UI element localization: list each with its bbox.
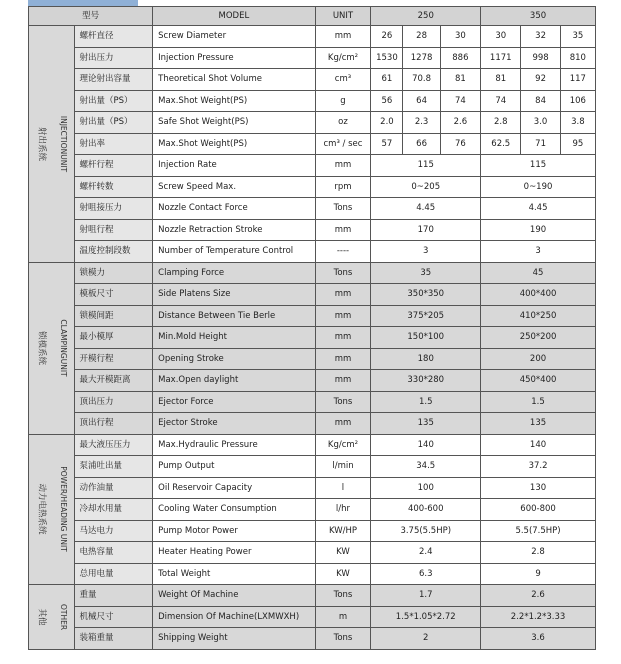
row-label-en: Oil Reservoir Capacity: [153, 477, 315, 499]
row-label-en: Nozzle Contact Force: [153, 198, 315, 220]
value-250: 330*280: [371, 370, 481, 392]
row-label-zh: 电热容量: [74, 542, 153, 564]
spec-row: [29, 198, 596, 220]
row-unit: Tons: [315, 198, 371, 220]
row-label-zh: 顶出行程: [74, 413, 153, 435]
row-unit: KW: [315, 542, 371, 564]
value-250: 66: [403, 133, 440, 155]
header-model-350: 350: [481, 7, 596, 26]
value-350: 3.8: [560, 112, 595, 134]
row-unit: mm: [315, 219, 371, 241]
group-label-zh-text: 锁模系统: [36, 330, 47, 366]
value-250: 81: [440, 69, 480, 91]
spec-row: [29, 262, 596, 284]
value-250: 135: [371, 413, 481, 435]
spec-row: [29, 69, 596, 91]
spec-row: [29, 520, 596, 542]
spec-row: [29, 219, 596, 241]
group-label-zh: [29, 434, 54, 585]
row-label-zh: 锁模间距: [74, 305, 153, 327]
row-label-en: Injection Pressure: [153, 47, 315, 69]
group-label-en: [53, 26, 74, 263]
row-label-zh: 动作油量: [74, 477, 153, 499]
spec-table: [28, 6, 596, 650]
row-unit: Kg/cm²: [315, 434, 371, 456]
row-label-zh: 射出压力: [74, 47, 153, 69]
spec-row: [29, 155, 596, 177]
row-label-zh: 最大液压压力: [74, 434, 153, 456]
value-350: 130: [481, 477, 596, 499]
row-unit: rpm: [315, 176, 371, 198]
value-250: 30: [440, 26, 480, 48]
value-250: 2: [371, 628, 481, 650]
row-label-zh: 机械尺寸: [74, 606, 153, 628]
row-unit: oz: [315, 112, 371, 134]
value-350: 3: [481, 241, 596, 263]
value-350: 810: [560, 47, 595, 69]
header-model-en: MODEL: [153, 7, 315, 26]
value-250: 1.5: [371, 391, 481, 413]
value-250: 56: [371, 90, 403, 112]
value-350: 9: [481, 563, 596, 585]
value-350: 2.8: [481, 542, 596, 564]
spec-row: [29, 327, 596, 349]
row-label-en: Shipping Weight: [153, 628, 315, 650]
value-250: 1530: [371, 47, 403, 69]
row-label-zh: 理论射出容量: [74, 69, 153, 91]
value-350: 250*200: [481, 327, 596, 349]
value-350: 5.5(7.5HP): [481, 520, 596, 542]
row-label-en: Distance Between Tie Berle: [153, 305, 315, 327]
value-350: 135: [481, 413, 596, 435]
row-label-en: Theoretical Shot Volume: [153, 69, 315, 91]
row-unit: KW: [315, 563, 371, 585]
value-350: 95: [560, 133, 595, 155]
row-unit: mm: [315, 413, 371, 435]
value-250: 2.4: [371, 542, 481, 564]
row-label-zh: 开模行程: [74, 348, 153, 370]
row-label-en: Dimension Of Machine(LXMWXH): [153, 606, 315, 628]
spec-row: [29, 563, 596, 585]
value-350: 71: [521, 133, 560, 155]
value-350: 400*400: [481, 284, 596, 306]
row-label-en: Total Weight: [153, 563, 315, 585]
spec-row: [29, 284, 596, 306]
value-250: 61: [371, 69, 403, 91]
value-350: 35: [560, 26, 595, 48]
row-label-en: Max.Hydraulic Pressure: [153, 434, 315, 456]
row-label-en: Ejector Force: [153, 391, 315, 413]
row-unit: Kg/cm²: [315, 47, 371, 69]
value-350: 81: [481, 69, 521, 91]
value-350: 115: [481, 155, 596, 177]
row-unit: m: [315, 606, 371, 628]
value-250: 2.3: [403, 112, 440, 134]
group-label-en: [53, 434, 74, 585]
value-350: 1.5: [481, 391, 596, 413]
value-350: 200: [481, 348, 596, 370]
row-label-zh: 温度控制段数: [74, 241, 153, 263]
spec-row: [29, 413, 596, 435]
spec-row: [29, 477, 596, 499]
row-label-en: Max.Shot Weight(PS): [153, 133, 315, 155]
row-unit: mm: [315, 155, 371, 177]
value-350: 37.2: [481, 456, 596, 478]
value-250: 350*350: [371, 284, 481, 306]
value-250: 34.5: [371, 456, 481, 478]
value-250: 2.6: [440, 112, 480, 134]
row-label-zh: 射出率: [74, 133, 153, 155]
group-label-zh-text: 射出系统: [36, 126, 47, 161]
value-350: 410*250: [481, 305, 596, 327]
row-unit: mm: [315, 26, 371, 48]
header-row: [29, 7, 596, 26]
row-label-zh: 顶出压力: [74, 391, 153, 413]
value-250: 2.0: [371, 112, 403, 134]
value-350: 106: [560, 90, 595, 112]
row-label-en: Min.Mold Height: [153, 327, 315, 349]
row-label-en: Heater Heating Power: [153, 542, 315, 564]
row-unit: l: [315, 477, 371, 499]
row-label-zh: 马达电力: [74, 520, 153, 542]
row-unit: l/hr: [315, 499, 371, 521]
spec-row: [29, 434, 596, 456]
value-350: 30: [481, 26, 521, 48]
value-250: 115: [371, 155, 481, 177]
group-label-en: [53, 262, 74, 434]
value-350: 2.6: [481, 585, 596, 607]
value-350: 2.8: [481, 112, 521, 134]
row-unit: cm³: [315, 69, 371, 91]
row-label-zh: 最小模厚: [74, 327, 153, 349]
value-250: 4.45: [371, 198, 481, 220]
row-label-zh: 螺杆行程: [74, 155, 153, 177]
row-unit: Tons: [315, 391, 371, 413]
row-label-zh: 总用电量: [74, 563, 153, 585]
row-label-en: Cooling Water Consumption: [153, 499, 315, 521]
group-label-zh: [29, 585, 54, 650]
row-label-en: Screw Speed Max.: [153, 176, 315, 198]
row-label-zh: 射咀行程: [74, 219, 153, 241]
row-label-en: Pump Motor Power: [153, 520, 315, 542]
value-250: 170: [371, 219, 481, 241]
row-label-zh: 模板尺寸: [74, 284, 153, 306]
value-250: 180: [371, 348, 481, 370]
row-label-zh: 冷却水用量: [74, 499, 153, 521]
value-350: 140: [481, 434, 596, 456]
row-unit: mm: [315, 370, 371, 392]
value-350: 117: [560, 69, 595, 91]
group-label-zh-text: 其他: [36, 608, 47, 626]
row-unit: mm: [315, 284, 371, 306]
value-250: 375*205: [371, 305, 481, 327]
spec-row: [29, 305, 596, 327]
value-350: 3.0: [521, 112, 560, 134]
value-350: 92: [521, 69, 560, 91]
value-250: 28: [403, 26, 440, 48]
spec-row: [29, 348, 596, 370]
row-unit: cm³ / sec: [315, 133, 371, 155]
row-label-en: Clamping Force: [153, 262, 315, 284]
group-label-en: [53, 585, 74, 650]
value-250: 886: [440, 47, 480, 69]
row-label-zh: 最大开模距离: [74, 370, 153, 392]
value-350: 62.5: [481, 133, 521, 155]
value-350: 450*400: [481, 370, 596, 392]
value-250: 1.7: [371, 585, 481, 607]
spec-row: [29, 26, 596, 48]
group-label-en-text: POWER/HEADING UNIT: [59, 466, 69, 553]
value-350: 998: [521, 47, 560, 69]
value-350: 3.6: [481, 628, 596, 650]
row-label-en: Injection Rate: [153, 155, 315, 177]
row-label-zh: 锁模力: [74, 262, 153, 284]
spec-row: [29, 606, 596, 628]
row-label-en: Screw Diameter: [153, 26, 315, 48]
value-250: 0~205: [371, 176, 481, 198]
header-model-250: 250: [371, 7, 481, 26]
row-label-en: Nozzle Retraction Stroke: [153, 219, 315, 241]
spec-row: [29, 391, 596, 413]
row-label-zh: 重量: [74, 585, 153, 607]
group-label-zh: [29, 26, 54, 263]
value-250: 3.75(5.5HP): [371, 520, 481, 542]
row-label-en: Ejector Stroke: [153, 413, 315, 435]
row-unit: mm: [315, 348, 371, 370]
spec-row: [29, 370, 596, 392]
row-label-zh: 螺杆转数: [74, 176, 153, 198]
value-250: 74: [440, 90, 480, 112]
row-label-zh: 螺杆直径: [74, 26, 153, 48]
value-350: 4.45: [481, 198, 596, 220]
value-350: 190: [481, 219, 596, 241]
row-label-zh: 射出量（PS）: [74, 90, 153, 112]
header-model-zh: 型号: [29, 7, 153, 26]
spec-row: [29, 542, 596, 564]
value-250: 35: [371, 262, 481, 284]
value-350: 32: [521, 26, 560, 48]
value-250: 6.3: [371, 563, 481, 585]
group-label-zh: [29, 262, 54, 434]
row-unit: Tons: [315, 628, 371, 650]
value-250: 1278: [403, 47, 440, 69]
row-unit: ----: [315, 241, 371, 263]
value-350: 84: [521, 90, 560, 112]
value-350: 600-800: [481, 499, 596, 521]
value-250: 100: [371, 477, 481, 499]
row-unit: g: [315, 90, 371, 112]
value-250: 3: [371, 241, 481, 263]
value-350: 74: [481, 90, 521, 112]
value-350: 45: [481, 262, 596, 284]
spec-row: [29, 112, 596, 134]
row-unit: KW/HP: [315, 520, 371, 542]
value-350: 1171: [481, 47, 521, 69]
row-label-zh: 射咀接压力: [74, 198, 153, 220]
row-label-zh: 装箱重量: [74, 628, 153, 650]
value-250: 76: [440, 133, 480, 155]
group-label-en-text: INJECTIONUNIT: [59, 115, 69, 172]
value-350: 2.2*1.2*3.33: [481, 606, 596, 628]
value-250: 400-600: [371, 499, 481, 521]
row-unit: Tons: [315, 585, 371, 607]
group-label-en-text: CLAMPINGUNIT: [59, 319, 69, 377]
row-unit: mm: [315, 305, 371, 327]
spec-row: [29, 499, 596, 521]
row-label-zh: 射出量（PS）: [74, 112, 153, 134]
spec-row: [29, 456, 596, 478]
spec-row: [29, 133, 596, 155]
value-250: 140: [371, 434, 481, 456]
spec-row: [29, 47, 596, 69]
row-label-en: Side Platens Size: [153, 284, 315, 306]
value-350: 0~190: [481, 176, 596, 198]
spec-row: [29, 628, 596, 650]
row-label-en: Number of Temperature Control: [153, 241, 315, 263]
value-250: 70.8: [403, 69, 440, 91]
row-label-en: Max.Shot Weight(PS): [153, 90, 315, 112]
row-unit: Tons: [315, 262, 371, 284]
row-label-en: Pump Output: [153, 456, 315, 478]
value-250: 26: [371, 26, 403, 48]
value-250: 150*100: [371, 327, 481, 349]
value-250: 57: [371, 133, 403, 155]
spec-row: [29, 241, 596, 263]
row-label-en: Opening Stroke: [153, 348, 315, 370]
group-label-en-text: OTHER: [59, 603, 69, 630]
row-label-en: Weight Of Machine: [153, 585, 315, 607]
row-label-zh: 泵浦吐出量: [74, 456, 153, 478]
row-label-en: Safe Shot Weight(PS): [153, 112, 315, 134]
header-unit: UNIT: [315, 7, 371, 26]
spec-row: [29, 90, 596, 112]
row-unit: l/min: [315, 456, 371, 478]
spec-row: [29, 585, 596, 607]
row-label-en: Max.Open daylight: [153, 370, 315, 392]
value-250: 1.5*1.05*2.72: [371, 606, 481, 628]
group-label-zh-text: 动力电热系统: [36, 483, 47, 535]
row-unit: mm: [315, 327, 371, 349]
spec-row: [29, 176, 596, 198]
value-250: 64: [403, 90, 440, 112]
